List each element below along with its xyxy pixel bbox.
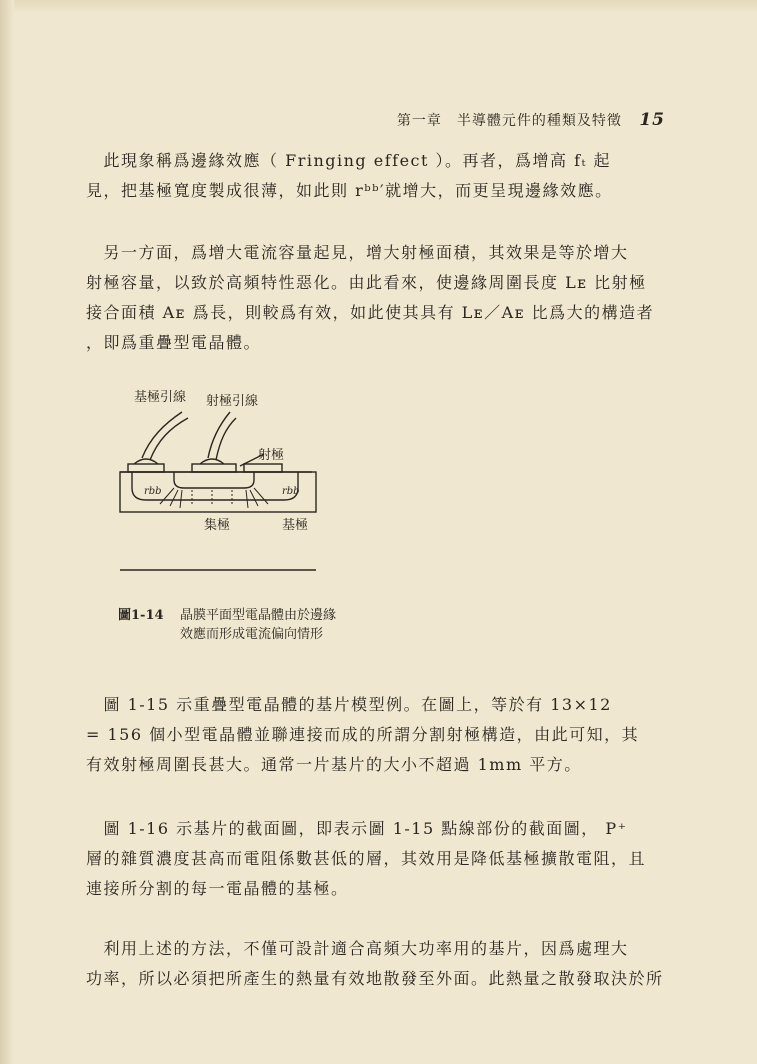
transistor-cross-section-diagram	[112, 380, 352, 580]
page-number: 15	[639, 110, 665, 130]
rbb-right-label: rbb	[282, 486, 300, 497]
text-line: 層的雜質濃度甚高而電阻係數甚低的層，其效用是降低基極擴散電阻，且	[86, 849, 647, 868]
text-line: 利用上述的方法，不僅可設計適合高頻大功率用的基片，因爲處理大	[86, 939, 629, 958]
running-header	[397, 110, 665, 130]
text-line: 連接所分割的每一電晶體的基極。	[86, 879, 349, 898]
text-line: 功率，所以必須把所產生的熱量有效地散發至外面。此熱量之散發取決於所	[86, 969, 664, 988]
text-line: 有效射極周圍長甚大。通常一片基片的大小不超過 1mm 平方。	[86, 755, 582, 774]
caption-line-1: 晶膜平面型電晶體由於邊緣	[180, 608, 337, 623]
text-line: ，即爲重疊型電晶體。	[86, 333, 262, 352]
text-line: 另一方面，爲增大電流容量起見，增大射極面積，其效果是等於增大	[86, 243, 629, 262]
figure-caption	[118, 606, 336, 644]
paragraph-5	[86, 934, 666, 994]
figure-1-14	[112, 380, 352, 580]
text-line: 見，把基極寬度製成很薄，如此則 rᵇᵇ′就增大，而更呈現邊緣效應。	[86, 181, 613, 200]
text-line: 圖 1-15 示重疊型電晶體的基片模型例。在圖上，等於有 13×12	[86, 695, 612, 714]
emitter-lead-label: 射極引線	[206, 394, 259, 409]
text-line: = 156 個小型電晶體並聯連接而成的所謂分割射極構造，由此可知，其	[86, 725, 640, 744]
paragraph-3	[86, 690, 666, 780]
chapter-title: 第一章 半導體元件的種類及特徵	[396, 113, 622, 129]
paragraph-2	[86, 238, 666, 358]
paragraph-4	[86, 814, 666, 904]
emitter-label: 射極	[258, 448, 285, 463]
base-label: 基極	[282, 518, 309, 533]
page-binding-edge	[0, 0, 14, 1064]
rbb-left-label: rbb	[144, 486, 162, 497]
text-line: 射極容量，以致於高頻特性惡化。由此看來，使邊緣周圍長度 Lᴇ 比射極	[86, 273, 647, 292]
page-edge	[0, 0, 757, 14]
text-line: 此現象稱爲邊緣效應（ Fringing effect ）。再者，爲增高 fₜ 起	[86, 151, 612, 170]
text-line: 圖 1-16 示基片的截面圖，即表示圖 1-15 點線部份的截面圖， P⁺	[86, 819, 628, 838]
text-line: 接合面積 Aᴇ 爲長，則較爲有效，如此使其具有 Lᴇ／Aᴇ 比爲大的構造者	[86, 303, 655, 322]
collector-label: 集極	[204, 518, 231, 533]
emitter-lead-wire	[208, 412, 230, 458]
base-lead-label: 基極引線	[134, 390, 187, 405]
base-lead-wire	[142, 412, 182, 458]
caption-line-2: 效應而形成電流偏向情形	[180, 627, 324, 642]
caption-number: 圖1-14	[118, 608, 164, 623]
paragraph-1	[86, 146, 666, 206]
